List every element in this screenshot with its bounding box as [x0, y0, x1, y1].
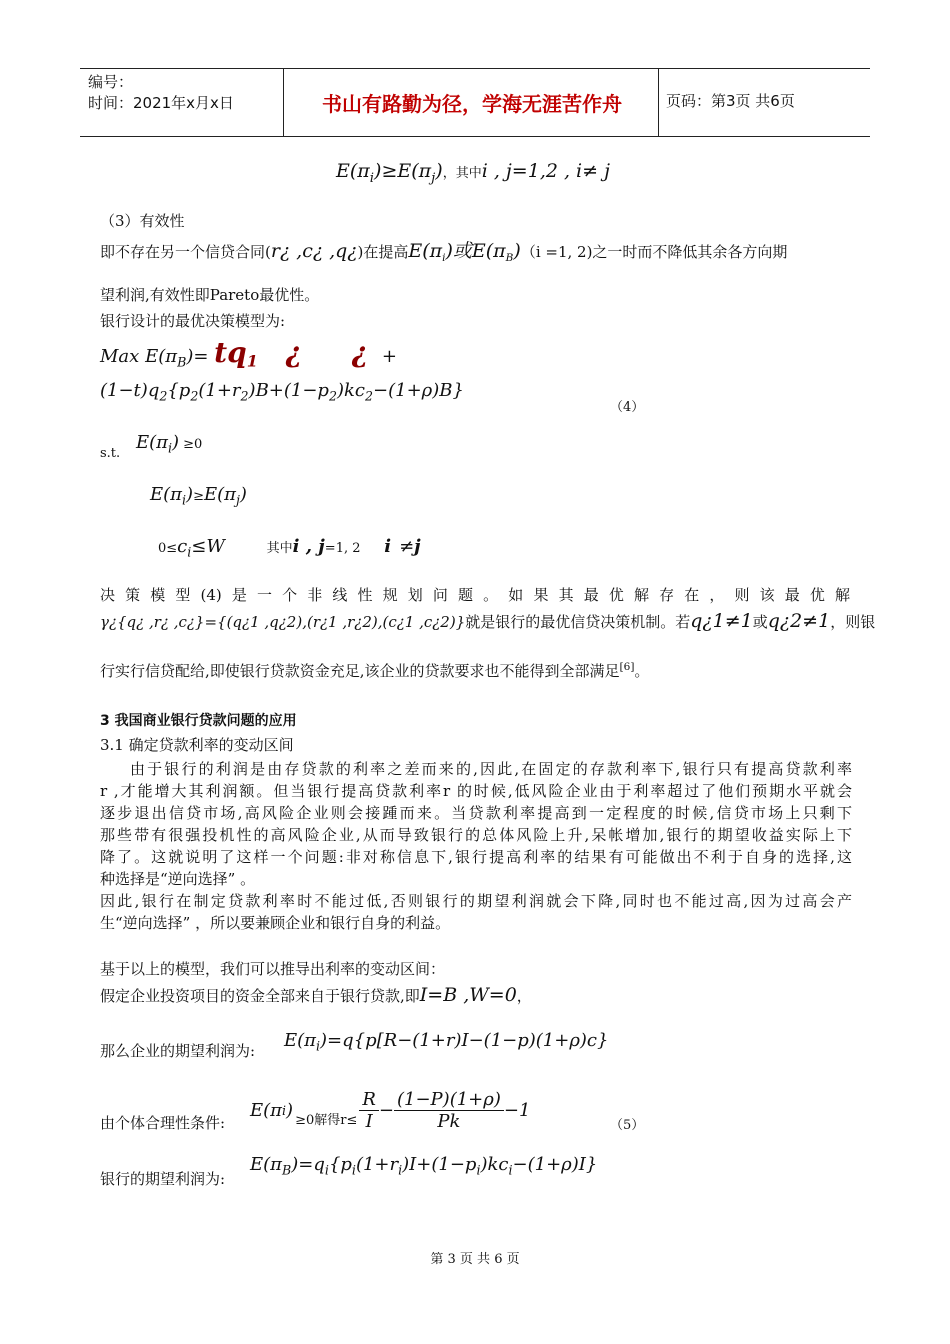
header-divider-right	[658, 68, 659, 136]
equation-4-number: （4）	[610, 400, 645, 415]
header-page-info: 页码：第3页 共6页	[666, 92, 795, 110]
constraint-1: $E(\pi_i) \ge 0$	[136, 432, 203, 456]
paragraph-solve-line1: 决策模型(4)是一个非线性规划问题。如果其最优解存在，则该最优解	[100, 586, 850, 604]
paragraph-3-2: 因此,银行在制定贷款利率时不能过低,否则银行的期望利润就会下降,同时也不能过高,因为过高会产 生“逆向选择” ，所以要兼顾企业和银行自身的利益。	[100, 892, 852, 932]
model-intro: 银行设计的最优决策模型为:	[100, 312, 286, 330]
bank-profit-equation: $E(\pi_B)=q_i\{p_i(1+r_i)I+(1-p_i)kc_i-(1+\rho)I\}$	[250, 1154, 598, 1178]
firm-profit-label: 那么企业的期望利润为:	[100, 1042, 256, 1060]
max-equation: Max $E(\pi_B)= tq_1$ ¿ ¿ +	[100, 336, 397, 371]
header-number-label: 编号：	[88, 73, 134, 91]
paragraph-3-4: 假定企业投资项目的资金全部来自于银行贷款,即I=B ,W=0，	[100, 984, 532, 1006]
st-label: s.t.	[100, 446, 121, 461]
bank-profit-label: 银行的期望利润为:	[100, 1170, 226, 1188]
ir-fraction-2: $\frac{(1-P)(1+\rho)}{Pk}$	[394, 1089, 504, 1132]
header-time-label: 时间：2021年x月x日	[88, 94, 234, 112]
constraint-3: $0\le c_i\le W$ 其中i , j=1, 2 i ≠j	[158, 536, 421, 560]
paragraph-3-1: 由于银行的利润是由存贷款的利率之差而来的,因此,在固定的存款利率下,银行只有提高贷款利率 r ,才能增大其利润额。但当银行提高贷款利率r 的时候,低风险企业由于利率超过了他们预期水平就会 逐步退出信贷市场,高风险企业则会接踵而来。当贷款利率提高到一定程度的时候,信贷市场上只剩下 那些带有很强投机性的高风险企业,从而导致银行的总体风险上升,呆帐增加,银行的期望收益实际上下 降了。这就说明了这样一个问题:非对称信息下,银行提高利率的结果有可能做出不利于自身的选择,这 种选择是“逆向选择” 。	[100, 760, 852, 888]
paragraph-efficiency-line1: 即不存在另一个信贷合同(r¿ ,c¿ ,q¿)在提高$E(\pi_i)$或$E(\pi_B)(i =1$, 2)之一时而不降低其余各方向期	[100, 240, 788, 264]
paragraph-efficiency-line2: 望利润,有效性即Pareto最优性。	[100, 286, 320, 304]
header-divider-left	[283, 68, 284, 136]
firm-profit-equation: $E(\pi_i)=q\{p[R-(1+r)I-(1-p)(1+\rho)c\}$	[284, 1030, 609, 1054]
ir-fraction-1: $\frac{R}{I}$	[359, 1089, 379, 1132]
section-efficiency-label: （3）有效性	[100, 212, 185, 230]
paragraph-solve-line3: 行实行信贷配给,即使银行贷款资金充足,该企业的贷款要求也不能得到全部满足[6]。	[100, 661, 650, 680]
section-3-1-title: 3.1 确定贷款利率的变动区间	[100, 736, 294, 754]
section-3-title: 3 我国商业银行贷款问题的应用	[100, 713, 297, 729]
constraint-2: $E(\pi_i)\ge E(\pi_j)$	[150, 484, 247, 508]
paragraph-solve-line2: γ¿{q¿ ,r¿ ,c¿}={(q¿1 ,q¿2),(r¿1 ,r¿2),(c¿1 ,c¿2)}就是银行的最优信贷决策机制。若q¿1≠1或q¿2≠1，则银	[100, 610, 876, 632]
equation-top: $E(\pi_i)\ge E(\pi_j)$，其中i , j=1,2 , i≠ j	[336, 160, 610, 186]
equation-5-number: （5）	[610, 1118, 645, 1133]
ir-equation: E(π i ) ≥0解得r≤ $\frac{R}{I}$ − $\frac{(1-P)(1+\rho)}{Pk}$ −1	[250, 1088, 531, 1132]
header-motto: 书山有路勤为径，学海无涯苦作舟	[322, 91, 622, 116]
paragraph-3-3: 基于以上的模型，我们可以推导出利率的变动区间：	[100, 960, 446, 978]
page-footer: 第 3 页 共 6 页	[430, 1252, 520, 1267]
header-bottom-rule	[80, 136, 870, 137]
equation-4: $(1-t)q_2\{p_2(1+r_2)B+(1-p_2)kc_2-(1+\rho)B\}$	[100, 380, 464, 404]
header-left	[88, 72, 234, 114]
ir-label: 由个体合理性条件:	[100, 1114, 226, 1132]
